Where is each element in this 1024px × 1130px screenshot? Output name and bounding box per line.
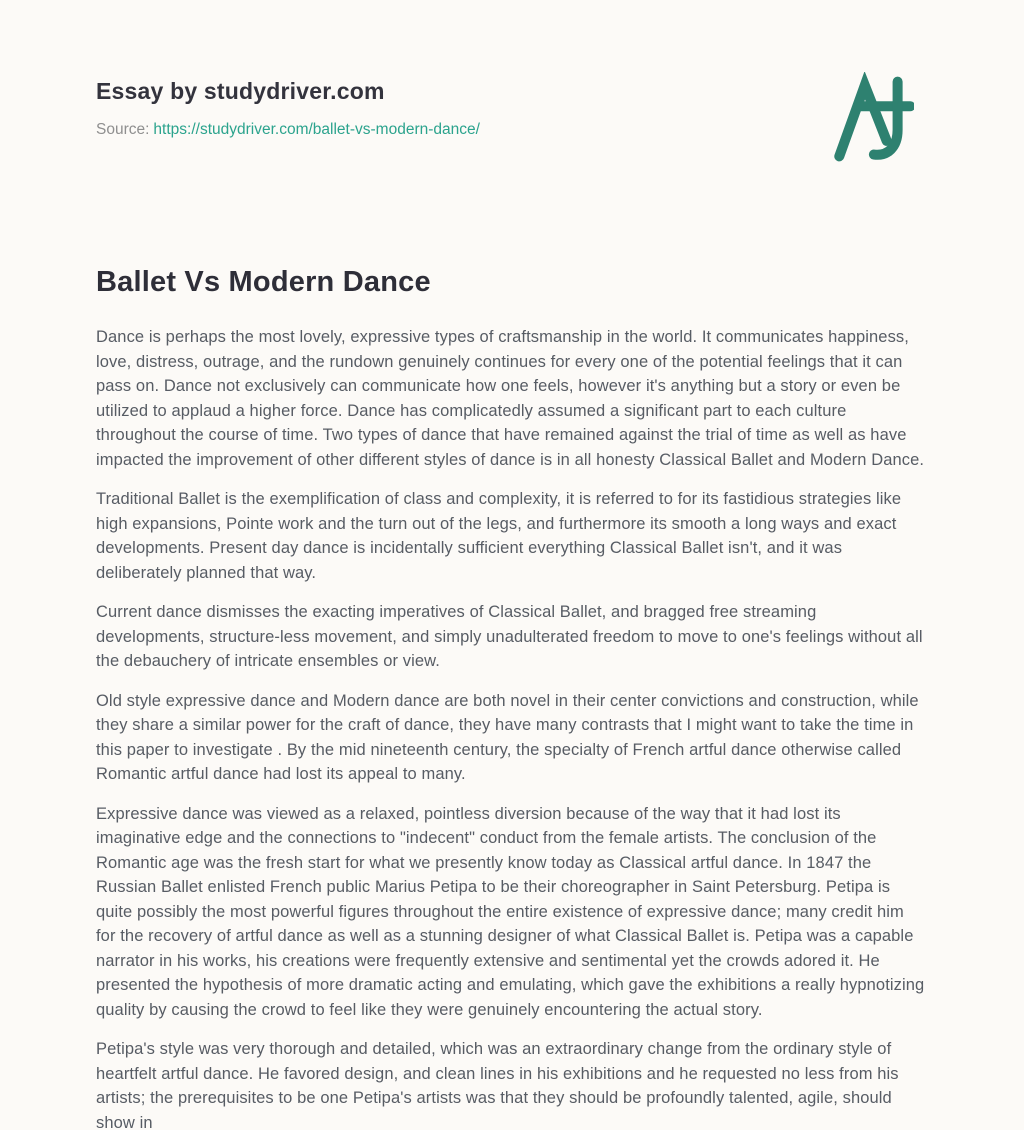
studydriver-logo: [832, 72, 914, 166]
page-header: [96, 72, 928, 166]
essay-paragraph: Expressive dance was viewed as a relaxed, pointless diversion because of the way that it had lost its imaginative edge and the connections to "indecent" conduct from the female artists. The conclusion of the Romantic age was the fresh start for what we presently know today as Classical artful dance. In 1847 the Russian Ballet enlisted French public Marius Petipa to be their choreographer in Saint Petersburg. Petipa is quite possibly the most powerful figures throughout the entire existence of expressive dance; many credit him for the recovery of artful dance as well as a stunning designer of what Classical Ballet is. Petipa was a capable narrator in his works, his creations were frequently extensive and sentimental yet the crowds adored it. He presented the hypothesis of more dramatic acting and emulating, which gave the exhibitions a really hypnotizing quality by causing the crowd to feel like they were genuinely encountering the actual story.: [96, 804, 925, 1019]
source-line: [96, 121, 480, 139]
essay-paragraph: Current dance dismisses the exacting imperatives of Classical Ballet, and bragged free streaming developments, structure-less movement, and simply unadulterated freedom to move to one's feelings without all the debauchery of intricate ensembles or view.: [96, 603, 923, 670]
essay-paragraph: Petipa's style was very thorough and detailed, which was an extraordinary change from the ordinary style of heartfelt artful dance. He favored design, and clean lines in his exhibitions and he requested no less from his artists; the prerequisites to be one Petipa's artists was that they should be profoundly talented, agile, should show in: [96, 1040, 899, 1130]
logo-letter-a: [839, 85, 886, 156]
source-link[interactable]: https://studydriver.com/ballet-vs-modern-dance/: [153, 121, 480, 138]
essay-paragraph: Old style expressive dance and Modern dance are both novel in their center convictions and construction, while they share a similar power for the craft of dance, they have many contrasts that I might want to take the time in this paper to investigate . By the mid nineteenth century, the specialty of French artful dance otherwise called Romantic artful dance had lost its appeal to many.: [96, 691, 919, 783]
article-title: Ballet Vs Modern Dance: [96, 266, 431, 298]
header-text-block: [96, 72, 480, 139]
essay-by-heading: Essay by studydriver.com: [96, 78, 385, 104]
essay-paragraph: Dance is perhaps the most lovely, expressive types of craftsmanship in the world. It communicates happiness, love, distress, outrage, and the rundown genuinely continues for every one of the potential feelings that it can pass on. Dance not exclusively can communicate how one feels, however it's anything but a story or even be utilized to applaud a higher force. Dance has complicatedly assumed a significant part to each culture throughout the course of time. Two types of dance that have remained against the trial of time as well as have impacted the improvement of other different styles of dance is in all honesty Classical Ballet and Modern Dance.: [96, 328, 925, 469]
essay-paragraph: Traditional Ballet is the exemplification of class and complexity, it is referred to for its fastidious strategies like high expansions, Pointe work and the turn out of the legs, and furthermore its smooth a long ways and exact developments. Present day dance is incidentally sufficient everything Classical Ballet isn't, and it was deliberately planned that way.: [96, 490, 902, 582]
source-label: Source:: [96, 121, 150, 138]
article-body: [96, 325, 928, 1130]
